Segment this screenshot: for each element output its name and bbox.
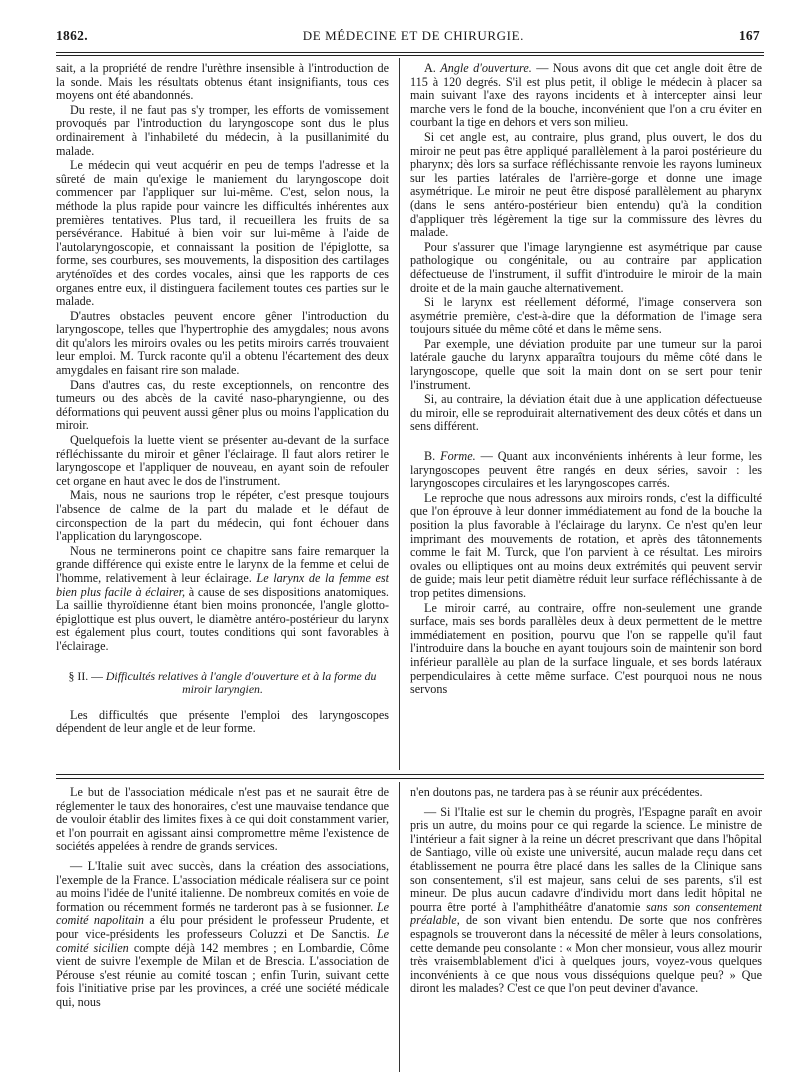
paragraph: Si cet angle est, au contraire, plus grand, plus ouvert, le dos du miroir ne peut pas être appliqué parallèlement à la paroi postérieure du pharynx; dès lors sa surface réfléchissante renvoie les rayons lumineux sur les parties latérales de l'arrière-gorge et donne une image asymétrique. Le miroir ne peut être disposé parallèlement au pharynx (dans le sens antéro-postérieur bien entendu) qu'à la condition d'appliquer très légèrement la tige sur la commissure des lèvres du malade. — [410, 129, 762, 240]
running-header — [56, 28, 760, 50]
paragraph: Par exemple, une déviation produite par une tumeur sur la paroi latérale gauche du larynx apparaîtra toujours du même côté dans le laryngoscope, quelle que soit la main dont on se sert pour tenir l'instrument. — [410, 336, 762, 392]
paragraph: Si le larynx est réellement déformé, l'image conservera son asymétrie première, c'est-à-dire que la déformation de l'image sera toujours située du même côté et dans le même sens. — [410, 295, 762, 337]
emphasis-text: Le comité napolitain — [56, 899, 389, 928]
header-rule-thin — [56, 55, 764, 56]
paragraph — [410, 450, 762, 491]
paragraph: Dans d'autres cas, du reste exceptionnels, on rencontre des tumeurs ou des abcès de la cavité naso-pharyngienne, ou des déformations qui peuvent aussi gêner plus ou moins l'application du miroir. — [56, 377, 389, 433]
paragraph: Si, au contraire, la déviation était due à une application défectueuse du miroir, elle se reproduirait alternativement des deux côtés et dans un sens différent. — [410, 392, 762, 434]
upper-left-column — [56, 62, 389, 768]
column-divider — [399, 782, 400, 1072]
paragraph: Le reproche que nous adressons aux miroirs ronds, c'est la difficulté que l'on éprouve à leur donner immédiatement au fond de la bouche la position la plus favorable à l'éclairage du larynx. Ce n'est qu'en leur imprimant des mouvements de rotation, et après des tâtonnements comme le fait M. Turck, que l'on parvient à ce résultat. Les miroirs ovales ou elliptiques ont au moins deux extrémités qui peuvent servir de guide; mais leur petit diamètre réduit leur surface réfléchissante à de trop petites dimensions. — [410, 490, 762, 600]
paragraph-text: Nous ne terminerons point ce chapitre sans faire remarquer la grande différence qui existe entre le larynx de la femme et celui de l'homme, relativement à leur éclairage. — [56, 543, 389, 585]
header-page-number: 167 — [738, 28, 760, 43]
paragraph: Mais, nous ne saurions trop le répéter, c'est presque toujours l'absence de calme de la part du malade et le défaut de circonspection de la part du médecin, qui font échouer dans l'application du laryngoscope. — [56, 488, 389, 544]
feuilleton-rule-thin — [56, 778, 764, 779]
lower-left-column — [56, 786, 389, 1066]
column-divider — [399, 58, 400, 770]
paragraph: Le médecin qui veut acquérir en peu de temps l'adresse et la sûreté de main qu'exige le maniement du laryngoscope doit commencer par l'appliquer sur lui-même. C'est, selon nous, la méthode la plus rapide pour vaincre les difficultés inhérentes aux premières tentatives. Plus tard, il recueillera les fruits de sa persévérance. Habitué à bien voir sur lui-même à l'aide de l'autolaryngoscopie, et connaissant la position de l'épiglotte, sa forme, ses courbures, ses mouvements, la disposition des cartilages aryténoïdes et des cordes vocales, ainsi que les rapports de ces organes entre eux, il distinguera facilement toutes ces parties sur le malade. — [56, 158, 389, 309]
header-rule — [56, 52, 764, 53]
paragraph-text: de son vivant bien entendu. De sorte que nos confrères espagnols se trouveront dans la nécessité de mêler à leurs consolations, cette demande peu consolante : « Mon cher monsieur, vous allez mourir très vraisemblablement d'ici à quelques jours, voyez-vous quelques inconvénients à ce que nous vous disséquions quelque peu? » Que diront les malades? C'est ce que l'on peut deviner d'avance. — [410, 913, 762, 996]
emphasis-text: Le larynx de la femme est bien plus facile à éclairer, — [56, 570, 389, 599]
paragraph-text: — Nous avons dit que cet angle doit être de 115 à 120 degrés. S'il est plus petit, il oblige le médecin à placer sa main suivant l'axe des rayons incidents et à intercepter ainsi leur marche vers le fond de la bouche, inconvénient que l'on a cru éviter en courbant la tige en dehors et vers son milieu. — [410, 62, 762, 130]
paragraph — [56, 860, 389, 1010]
paragraph: sait, a la propriété de rendre l'urèthre insensible à l'introduction de la sonde. Mais les résultats obtenus étant insignifiants, tous ces moyens ont été abandonnés. — [56, 62, 389, 103]
section-title: Difficultés relatives à l'angle d'ouverture et à la forme du miroir laryngien. — [105, 668, 377, 697]
paragraph: Le miroir carré, au contraire, offre non-seulement une grande surface, mais ses bords parallèles deux à deux permettent de le mettre immédiatement en position, pourvu que l'on se rappelle qu'il faut l'introduire dans la bouche en ayant toujours soin de maintenir son bord inférieur parallèle au plan de la surface linguale, et ses bords latéraux perpendiculaires à cette même surface. C'est pourquoi nous ne nous servons — [410, 600, 762, 697]
subsection-label: B. — [424, 449, 436, 464]
paragraph-text: — Quant aux inconvénients inhérents à leur forme, les laryngoscopes peuvent être rangés en deux séries, savoir : les laryngoscopes circulaires et les laryngoscopes carrés. — [410, 449, 762, 491]
paragraph-text: a élu pour président le professeur Prudente, et pour vice-présidents les professeurs Coluzzi et De Sanctis. — [56, 913, 389, 941]
subsection-title: Angle d'ouverture. — [440, 62, 532, 75]
paragraph — [56, 545, 389, 654]
emphasis-text: Le comité sicilien — [56, 926, 389, 955]
paragraph: D'autres obstacles peuvent encore gêner l'introduction du laryngoscope, telles que l'hypertrophie des amygdales; nous avons dit qu'alors les miroirs ovales ou les petits miroirs carrés trouvaient leur emploi. M. Turck raconte qu'il a obtenu l'écartement des deux amygdales en faisant rire son malade. — [56, 308, 389, 378]
lower-right-column — [410, 786, 762, 1066]
header-title: DE MÉDECINE ET DE CHIRURGIE. — [302, 28, 524, 43]
paragraph-text: — Si l'Italie est sur le chemin du progrès, l'Espagne paraît en avoir pris un autre, du moins pour ce qui regarde la science. Le ministre de l'intérieur a fait signer à la reine un décret prescrivant que dans l'hôpital de Santiago, ville où existe une université, aucun malade reçu dans cet établissement ne pourra être placé dans les salles de la Clinique sans son consentement, s'il est majeur, sans celui de ses parents, s'il est mineur. De plus aucun cadavre d'individu mort dans ledit hôpital ne pourra être porté à l'amphithéâtre d'anatomie — [410, 804, 762, 914]
paragraph — [410, 62, 762, 130]
paragraph: Du reste, il ne faut pas s'y tromper, les efforts de vomissement provoqués par l'introduction du laryngoscope sont dus le plus ordinairement à l'inhabileté du médecin, à la pusillanimité du malade. — [56, 102, 389, 158]
paragraph-text: compte déjà 142 membres ; en Lombardie, Côme vient de suivre l'exemple de Milan et de Brescia. L'association de Pérouse s'est réunie au comité toscan ; enfin Turin, suivant cette fois l'initiative prise par les provinces, a créé une société médicale qui, nous — [56, 940, 389, 1009]
upper-right-column — [410, 62, 762, 768]
section-heading — [56, 670, 389, 697]
subsection-label: A. — [424, 62, 436, 75]
paragraph-text: à cause de ses dispositions anatomiques. La saillie thyroïdienne étant bien moins prononcée, l'angle glotto-épiglottique est plus ouvert, le diamètre antéro-postérieur du larynx est également plus court, toutes conditions qui sont favorables à l'éclairage. — [56, 584, 389, 653]
paragraph: n'en doutons pas, ne tardera pas à se réunir aux précédentes. — [410, 786, 703, 799]
paragraph: Pour s'assurer que l'image laryngienne est asymétrique par cause pathologique ou congénitale, ou au contraire par application défectueuse de l'instrument, il suffit d'introduire le miroir de la main droite et de la main gauche alternativement. — [410, 239, 762, 295]
paragraph: Quelquefois la luette vient se présenter au-devant de la surface réfléchissante du miroir et gêner l'éclairage. Il faut alors retirer le laryngoscope et l'appliquer de nouveau, en ayant soin de refouler cet organe en haut avec le dos de l'instrument. — [56, 433, 389, 488]
feuilleton-rule — [56, 774, 764, 775]
section-number: § II. — — [68, 668, 103, 683]
paragraph-text: — L'Italie suit avec succès, dans la création des associations, l'exemple de la France. L'association médicale réalisera sur ce point au moins l'idée de l'unité italienne. De nombreux comités en voie de formation ou récemment formés ne tarderont pas à se fusionner. — [56, 858, 389, 914]
paragraph: Les difficultés que présente l'emploi des laryngoscopes dépendent de leur angle et de leur forme. — [56, 707, 389, 736]
paragraph — [410, 806, 762, 996]
emphasis-text: sans son consentement préalable, — [410, 899, 762, 928]
header-year: 1862. — [56, 28, 88, 43]
subsection-title: Forme. — [440, 449, 476, 464]
paragraph: Le but de l'association médicale n'est pas et ne saurait être de réglementer le taux des honoraires, c'est une mauvaise tendance que de vouloir établir des limites fixes à ce qui doit constamment varier, et l'on pourrait en agissant ainsi compromettre même l'existence de sociétés appelées à rendre de grands services. — [56, 786, 389, 854]
